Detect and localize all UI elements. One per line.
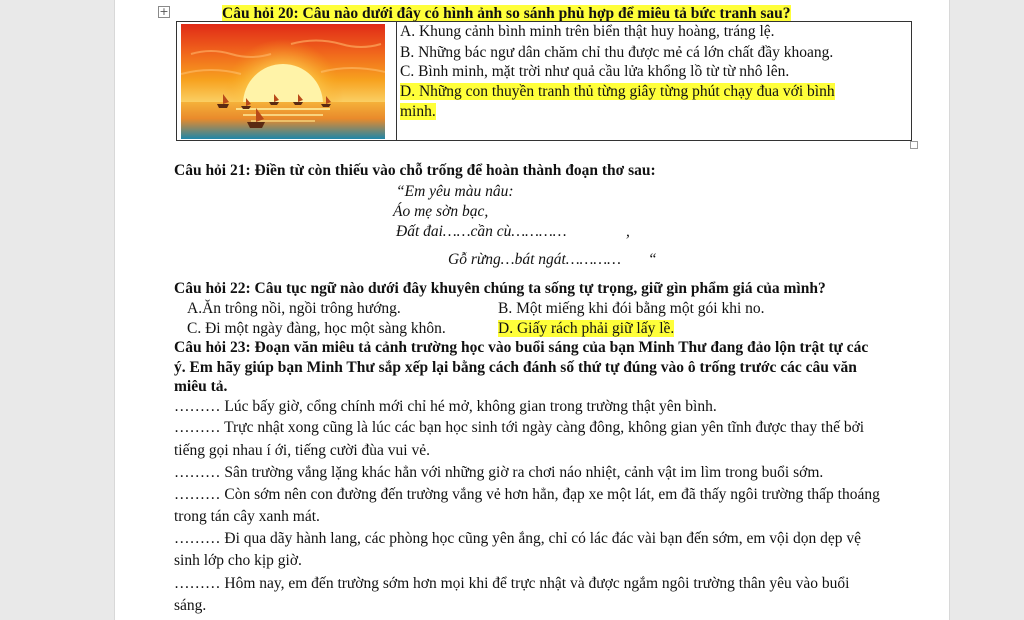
question-22-option-a: A.Ăn trông nồi, ngồi trông hướng. xyxy=(187,300,401,317)
question-23-line-6-cont: sáng. xyxy=(174,597,207,614)
question-22-option-c: C. Đi một ngày đàng, học một sàng khôn. xyxy=(187,320,446,337)
poem-line-3-comma: , xyxy=(626,223,630,240)
question-23-title-line-3: miêu tả. xyxy=(174,378,228,395)
question-20-option-b: B. Những bác ngư dân chăm chỉ thu được mẻ cá lớn chất đầy khoang. xyxy=(400,44,834,61)
question-20-option-d-line2: minh. xyxy=(400,103,436,120)
table-move-handle-icon[interactable]: + xyxy=(159,5,169,18)
question-23-title-line-2: ý. Em hãy giúp bạn Minh Thư sắp xếp lại bằng cách đánh số thứ tự đúng vào ô trống trước các câu văn xyxy=(174,359,857,376)
poem-line-4: Gỗ rừng…bát ngát………… xyxy=(448,251,621,268)
question-23-line-4: ……… Còn sớm nên con đường đến trường vắng vẻ hơn hẳn, đạp xe một lát, em đã thấy ngôi trường thấp thoáng xyxy=(174,486,880,503)
question-22-option-d xyxy=(498,319,674,338)
poem-line-3: Đất đai……cần cù………… xyxy=(396,223,567,240)
question-22-option-d-text: D. Giấy rách phải giữ lấy lề. xyxy=(498,320,675,337)
poem-line-2: Áo mẹ sờn bạc, xyxy=(393,203,489,220)
question-21-title: Câu hỏi 21: Điền từ còn thiếu vào chỗ trống để hoàn thành đoạn thơ sau: xyxy=(174,162,656,179)
question-20-option-d xyxy=(400,82,835,101)
table-resize-handle[interactable] xyxy=(910,141,918,149)
question-20-option-d-line1: D. Những con thuyền tranh thủ từng giây từng phút chạy đua với bình xyxy=(400,83,835,100)
poem-line-1: “Em yêu màu nâu: xyxy=(396,183,514,200)
question-23-line-2-cont: tiếng gọi nhau í ới, tiếng cười đùa vui vẻ. xyxy=(174,442,430,459)
question-20-option-d-cont xyxy=(400,102,436,121)
poem-close-quote: “ xyxy=(648,251,657,268)
question-20-title-text: Câu hỏi 20: Câu nào dưới đây có hình ảnh so sánh phù hợp để miêu tả bức tranh sau? xyxy=(222,5,791,22)
question-22-title: Câu hỏi 22: Câu tục ngữ nào dưới đây khuyên chúng ta sống tự trọng, giữ gìn phẩm giá của mình? xyxy=(174,280,826,297)
question-20-option-c: C. Bình minh, mặt trời như quả cầu lửa khổng lồ từ từ nhô lên. xyxy=(400,63,790,80)
table-divider xyxy=(396,22,397,140)
question-23-line-5-cont: sinh lớp cho kịp giờ. xyxy=(174,552,302,569)
question-23-line-1: ……… Lúc bấy giờ, cổng chính mới chỉ hé mở, không gian trong trường thật yên bình. xyxy=(174,398,717,415)
question-23-line-4-cont: trong tán cây xanh mát. xyxy=(174,508,320,525)
question-23-line-6: ……… Hôm nay, em đến trường sớm hơn mọi khi để trực nhật và được ngắm ngôi trường thân yêu vào buổi xyxy=(174,575,850,592)
question-23-line-3: ……… Sân trường vắng lặng khác hẳn với những giờ ra chơi náo nhiệt, cảnh vật im lìm trong buổi sớm. xyxy=(174,464,824,481)
question-23-line-2: ……… Trực nhật xong cũng là lúc các bạn học sinh tới ngày càng đông, không gian yên tĩnh được thay thế bởi xyxy=(174,419,865,436)
question-22-option-b: B. Một miếng khi đói bằng một gói khi no. xyxy=(498,300,765,317)
question-23-title-line-1: Câu hỏi 23: Đoạn văn miêu tả cảnh trường học vào buổi sáng của bạn Minh Thư đang đảo lộn trật tự các xyxy=(174,339,869,356)
sunrise-boats-image xyxy=(181,24,385,139)
question-20-option-a: A. Khung cảnh bình minh trên biển thật huy hoàng, tráng lệ. xyxy=(400,23,775,40)
question-23-line-5: ……… Đi qua dãy hành lang, các phòng học cũng yên ắng, chỉ có lác đác vài bạn đến sớm, em vội dọn dẹp vệ xyxy=(174,530,861,547)
